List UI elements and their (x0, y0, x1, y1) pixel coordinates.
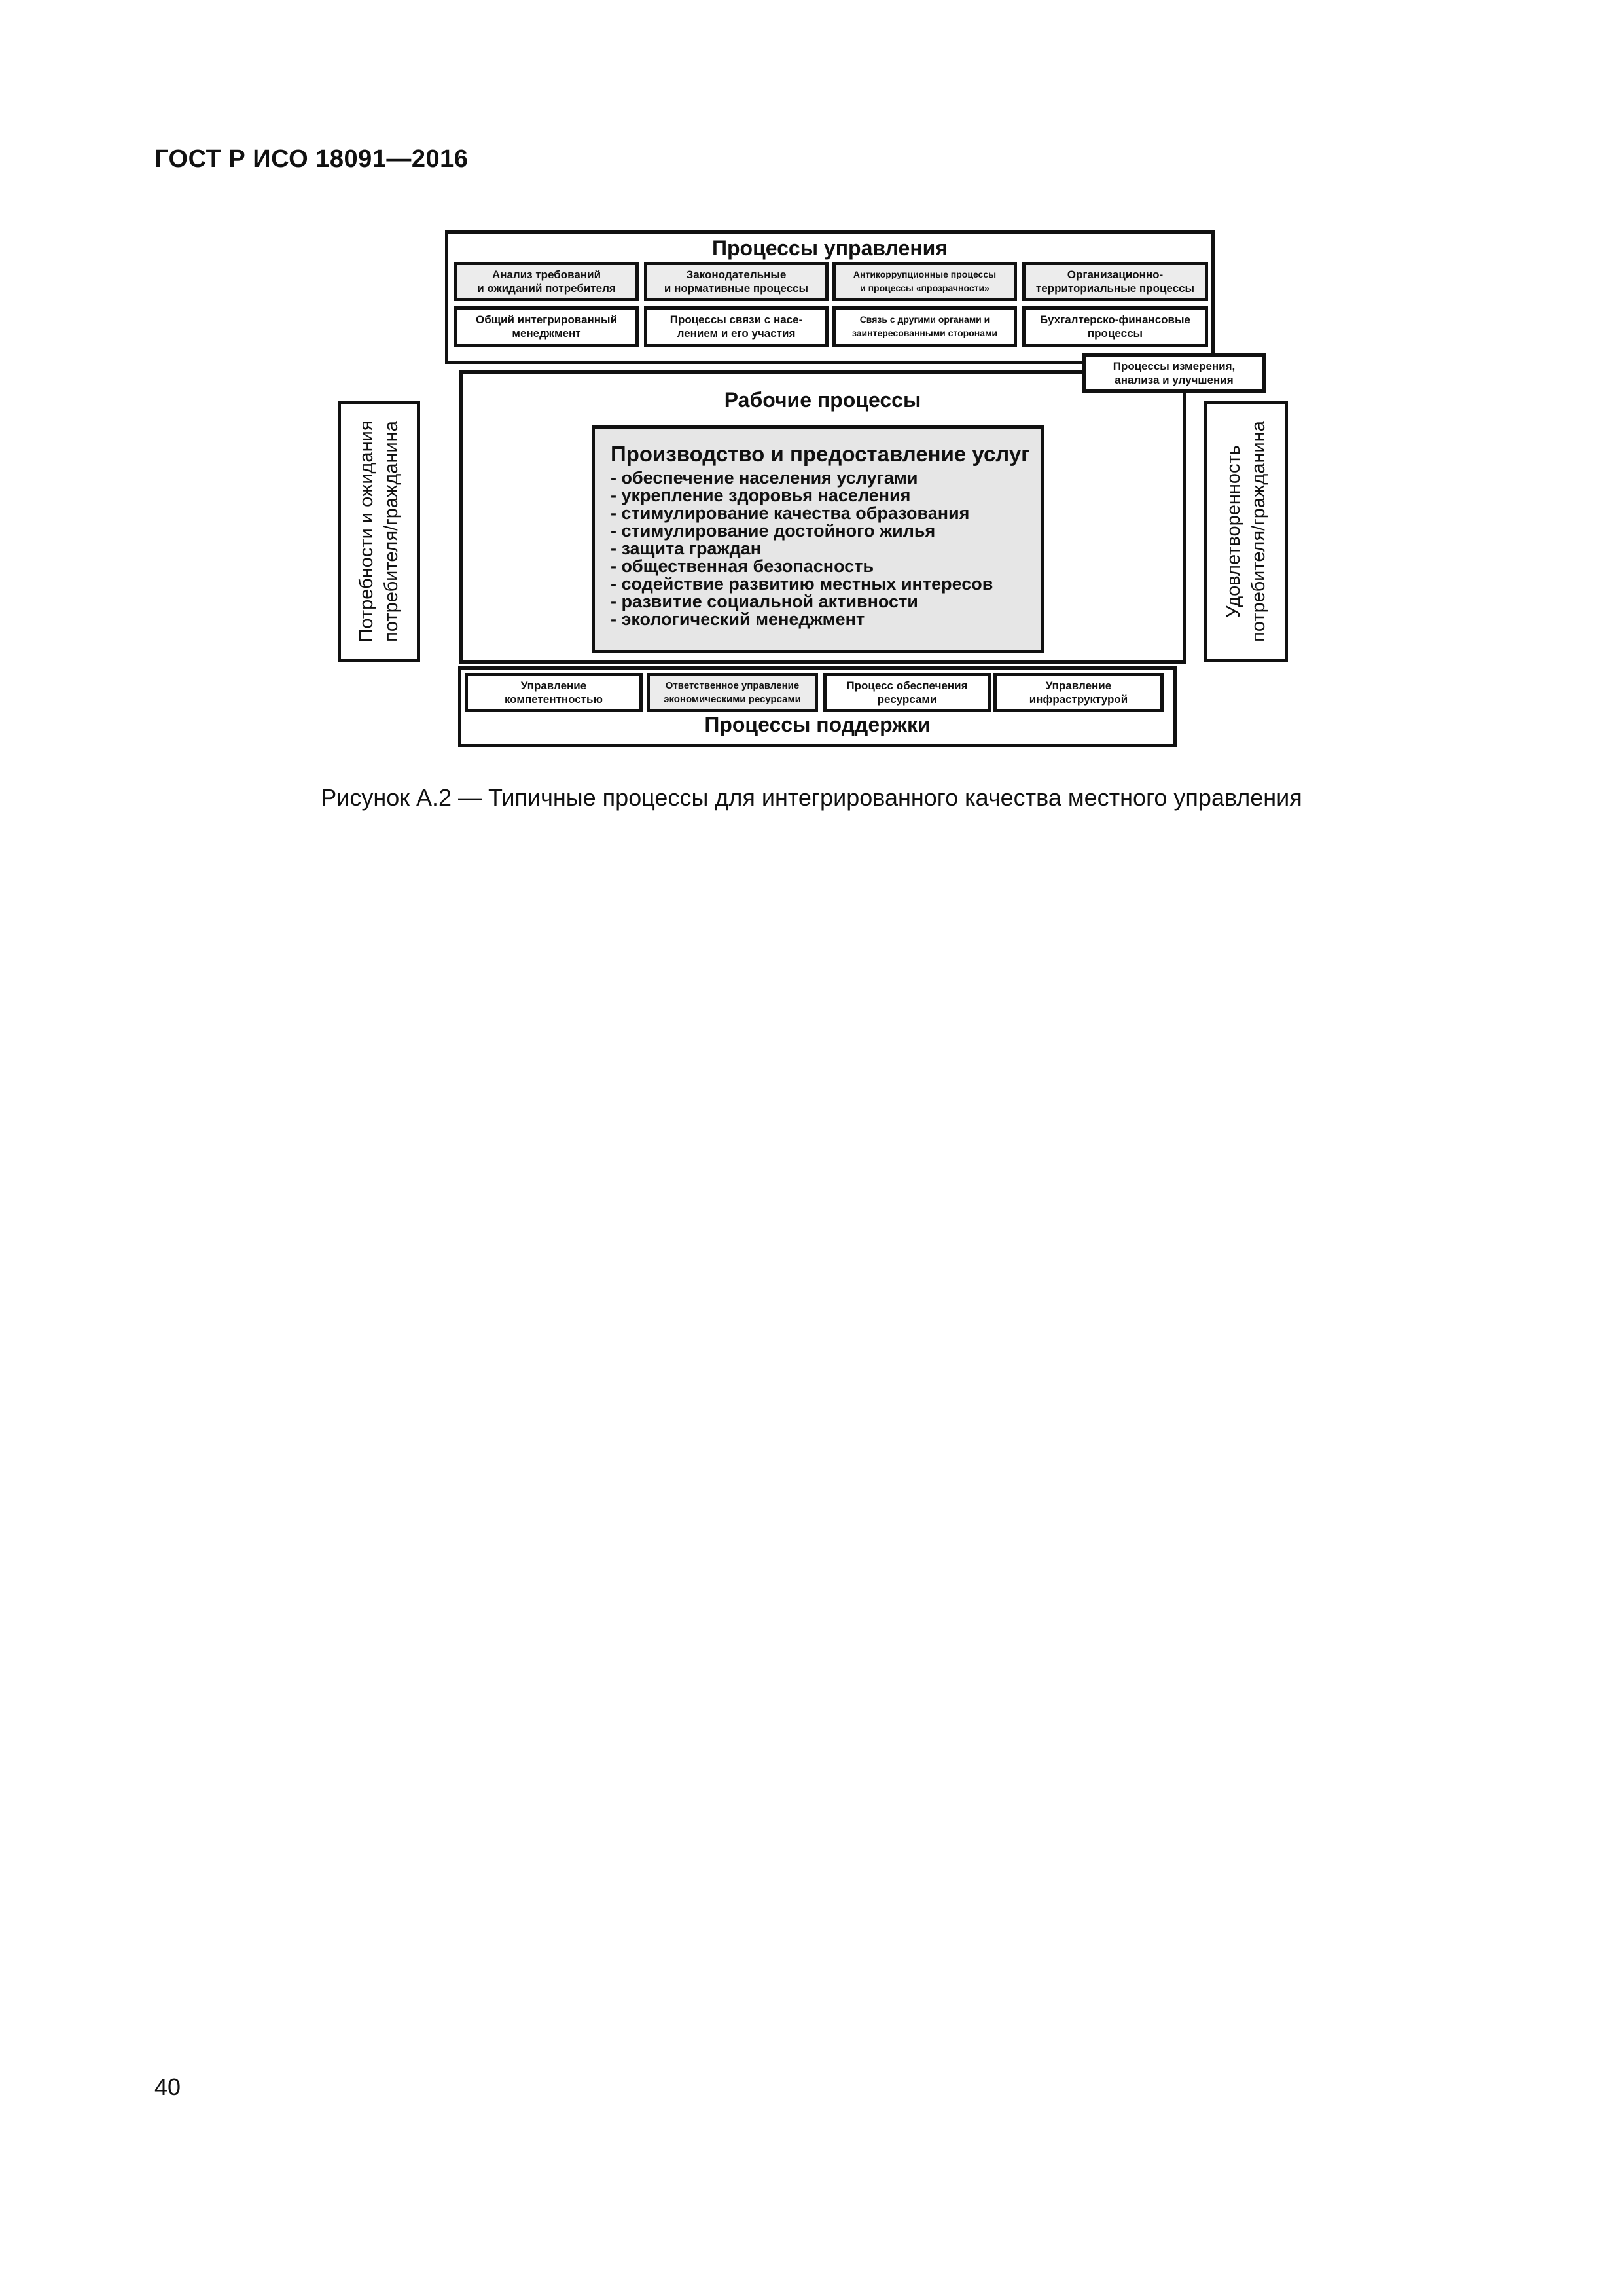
management-cell: Анализ требований и ожиданий потребителя (454, 262, 639, 301)
management-cell: Связь с другими органами и заинтересованными сторонами (832, 306, 1017, 347)
list-item: - защита граждан (611, 539, 762, 558)
list-item: - экологический менеджмент (611, 609, 865, 629)
customer-satisfaction-box (1204, 401, 1288, 662)
management-cell: Организационно- территориальные процессы (1022, 262, 1208, 301)
measurement-box: Процессы измерения, анализа и улучшения (1082, 353, 1266, 393)
support-cell: Процесс обеспечения ресурсами (823, 673, 991, 712)
customer-needs-box (338, 401, 420, 662)
process-diagram (0, 0, 1623, 772)
service-delivery-list (611, 469, 1041, 628)
customer-needs-label: Потребности и ожидания потребителя/гражданина (356, 420, 402, 643)
page-number: 40 (154, 2073, 181, 2100)
service-delivery-title: Производство и предоставление услуг (611, 442, 1030, 466)
list-item: - обеспечение населения услугами (611, 468, 918, 488)
figure-caption: Рисунок А.2 — Типичные процессы для интегрированного качества местного управления (321, 784, 1302, 811)
support-processes-title: Процессы поддержки (704, 713, 931, 736)
document-header: ГОСТ Р ИСО 18091—2016 (154, 145, 469, 173)
management-cell: Антикоррупционные процессы и процессы «прозрачности» (832, 262, 1017, 301)
management-cell: Общий интегрированный менеджмент (454, 306, 639, 347)
service-delivery-box (592, 425, 1044, 653)
operational-processes-title: Рабочие процессы (724, 388, 921, 412)
list-item: - укрепление здоровья населения (611, 486, 911, 505)
list-item: - стимулирование качества образования (611, 503, 970, 523)
list-item: - развитие социальной активности (611, 592, 918, 611)
support-cell: Управление инфраструктурой (993, 673, 1164, 712)
list-item: - содействие развитию местных интересов (611, 574, 993, 594)
list-item: - стимулирование достойного жилья (611, 521, 936, 541)
management-cell: Бухгалтерско-финансовые процессы (1022, 306, 1208, 347)
list-item: - общественная безопасность (611, 556, 874, 576)
support-cell: Ответственное управление экономическими ресурсами (647, 673, 818, 712)
support-cell: Управление компетентностью (465, 673, 643, 712)
management-cell: Законодательные и нормативные процессы (644, 262, 829, 301)
management-cell: Процессы связи с насе- лением и его участия (644, 306, 829, 347)
management-processes-title: Процессы управления (711, 236, 948, 260)
customer-satisfaction-label: Удовлетворенность потребителя/гражданина (1223, 421, 1269, 642)
